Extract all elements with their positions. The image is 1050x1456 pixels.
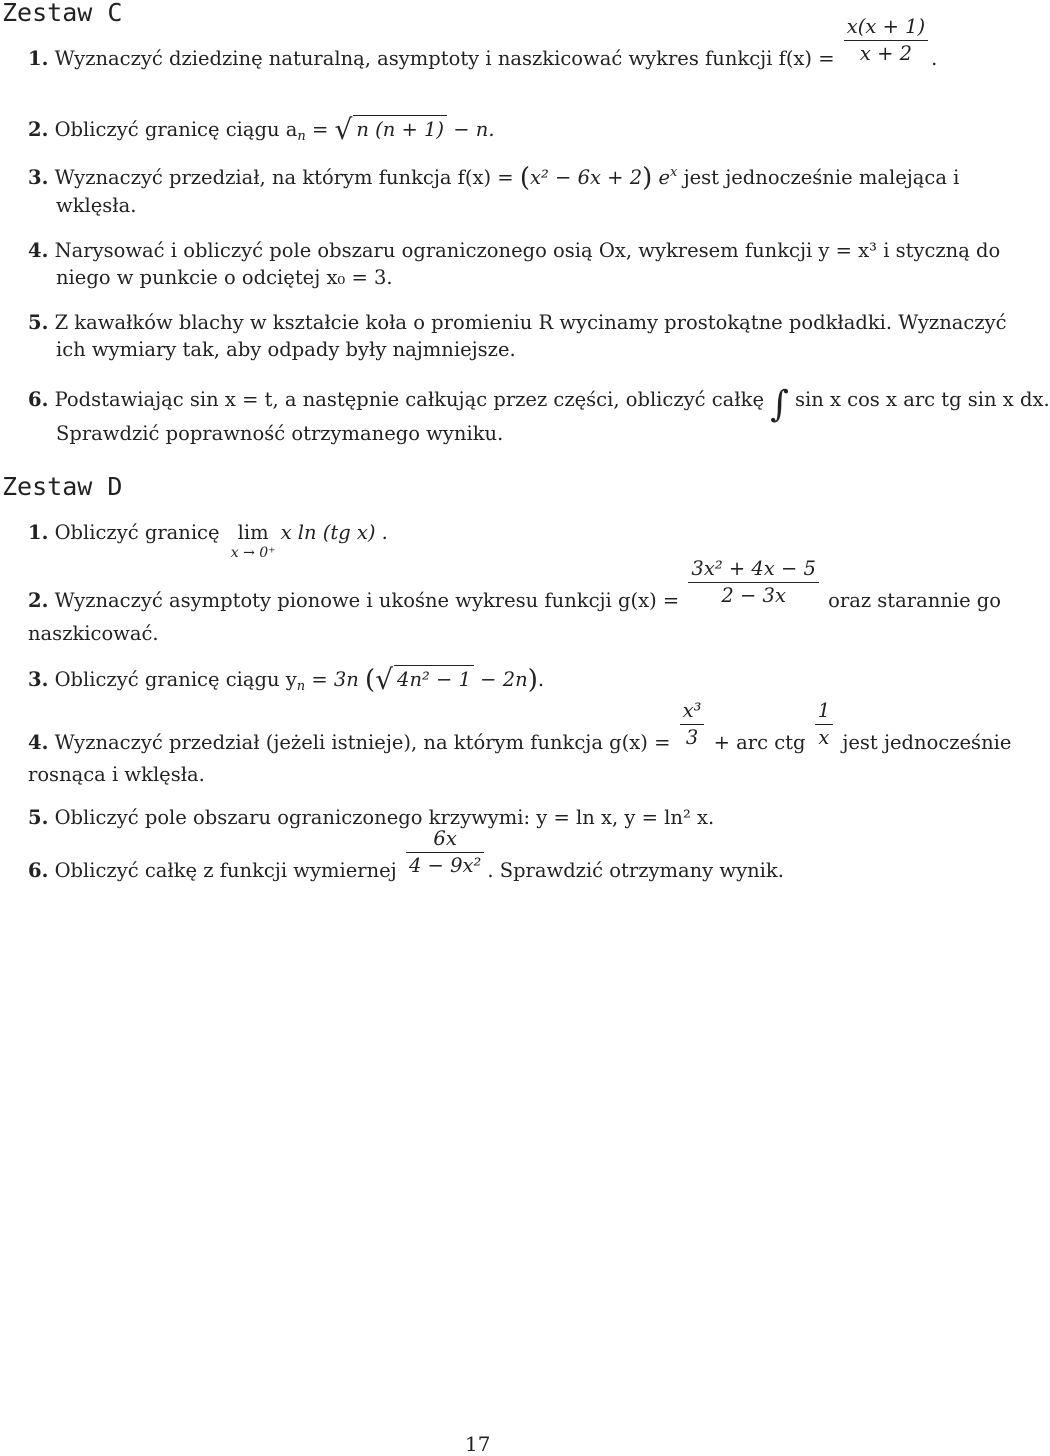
period: . [931,47,938,70]
equals: = [305,118,335,141]
problem-number: 6. [28,859,49,882]
fraction-2 [815,698,833,751]
numerator: 6x [433,827,457,850]
integral-sign: ∫ [770,384,789,425]
problem-text: Z kawałków blachy w kształcie koła o promieniu R wycinamy prostokątne podkładki. Wyznaczyć [54,311,1007,334]
problem-number: 3. [28,668,49,691]
problem-text: Podstawiając sin x = t, a następnie całkując przez części, obliczyć całkę [54,388,764,411]
problem-number: 1. [28,521,49,544]
problem-number: 3. [28,166,49,189]
lim-label: lim [237,521,269,544]
plus-arcctg: + arc ctg [713,731,806,754]
denominator: x [815,724,833,751]
fraction-1 [680,698,705,751]
denominator: x + 2 [844,40,928,67]
radicand: 4n² − 1 [394,665,474,692]
set-c-heading: Zestaw C [2,0,123,27]
problem-text: Obliczyć granicę ciągu a [54,118,298,141]
problem-c5 [28,310,1007,335]
fraction [844,14,928,67]
problem-d4-line2: rosnąca i wklęsła. [28,763,205,786]
problem-d3 [28,663,545,696]
fraction [406,826,484,879]
problem-number: 2. [28,589,49,612]
tail: oraz starannie go [828,589,1002,612]
problem-number: 5. [28,311,49,334]
problem-number: 6. [28,388,49,411]
problem-number: 4. [28,731,49,754]
problem-d5 [28,805,714,830]
period: . [537,668,545,691]
problem-c5-line2: ich wymiary tak, aby odpady były najmniejsze. [56,338,516,361]
inner-expression: x² − 6x + 2 [530,166,643,189]
problem-text: Wyznaczyć przedział (jeżeli istnieje), na którym funkcja g(x) = [54,731,671,754]
set-d-heading: Zestaw D [2,472,123,501]
tail: jest jednocześnie [842,731,1012,754]
problem-c3-line2: wklęsła. [56,194,137,217]
exp-power: x [670,165,678,180]
problem-c1 [28,15,938,71]
denominator: 3 [680,724,705,751]
tail: jest jednocześnie malejąca i [677,166,960,189]
problem-c3 [28,165,959,191]
problem-text: Wyznaczyć przedział, na którym funkcja f(x) = [54,166,520,189]
fraction [688,556,819,609]
equals-expression: = 3n [305,668,366,691]
tail: − 2n [473,668,528,691]
limit-expression: x ln (tg x) . [280,521,388,544]
problem-text: Obliczyć granicę [54,521,220,544]
subscript: n [297,129,306,144]
radicand: n (n + 1) [353,115,447,142]
problem-c6 [28,384,1050,425]
problem-d6 [28,827,784,883]
denominator: 4 − 9x² [406,852,484,879]
paren-left: ( [519,163,531,193]
problem-d1 [28,520,388,561]
numerator: 3x² + 4x − 5 [691,557,816,580]
problem-d2 [28,557,1002,613]
problem-number: 2. [28,118,49,141]
sqrt-symbol: √ [334,113,353,146]
numerator: 1 [817,699,831,722]
paren-right: ) [527,665,538,695]
lim-approach: x → 0⁺ [230,545,276,561]
problem-text: Wyznaczyć dziedzinę naturalną, asymptoty i naszkicować wykres funkcji f(x) = [54,47,835,70]
integrand: sin x cos x arc tg sin x dx. [794,388,1050,411]
exp-base: e [658,166,671,189]
problem-d4 [28,699,1012,755]
limit [231,520,276,561]
subscript: n [296,679,306,694]
problem-number: 5. [28,806,49,829]
problem-c4 [28,238,1000,263]
paren-right: ) [642,163,653,193]
problem-d2-line2: naszkicować. [28,622,159,645]
paren-left: ( [365,665,376,695]
problem-c2 [28,113,495,146]
problem-text: Obliczyć pole obszaru ograniczonego krzywymi: y = ln x, y = ln² x. [54,806,715,829]
problem-c6-line2: Sprawdzić poprawność otrzymanego wyniku. [56,422,504,445]
problem-text: Narysować i obliczyć pole obszaru ograniczonego osią Ox, wykresem funkcji y = x³ i styczną do [54,239,1001,262]
problem-number: 4. [28,239,49,262]
problem-text: Wyznaczyć asymptoty pionowe i ukośne wykresu funkcji g(x) = [54,589,680,612]
tail: − n. [447,118,495,141]
problem-c4-line2: niego w punkcie o odciętej x₀ = 3. [56,266,393,289]
problem-text: Obliczyć granicę ciągu y [54,668,297,691]
tail: . Sprawdzić otrzymany wynik. [487,859,784,882]
problem-number: 1. [28,47,49,70]
page-number: 17 [465,1432,491,1456]
problem-text: Obliczyć całkę z funkcji wymiernej [54,859,397,882]
numerator: x³ [682,699,702,722]
sqrt-symbol: √ [375,663,394,696]
denominator: 2 − 3x [688,582,819,609]
numerator: x(x + 1) [846,15,926,38]
